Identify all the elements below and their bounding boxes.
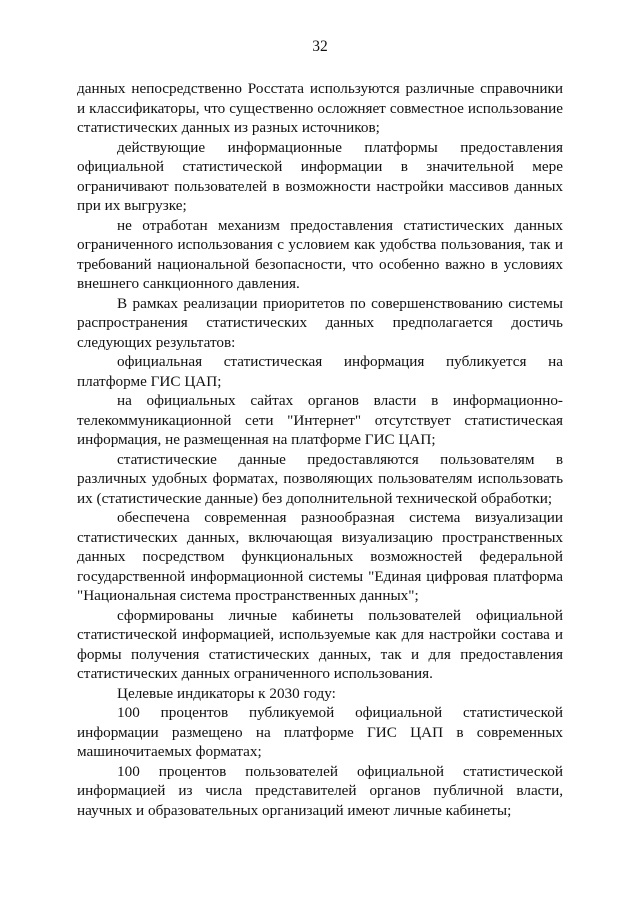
paragraph: официальная статистическая информация публикуется на платформе ГИС ЦАП;: [77, 353, 563, 390]
paragraph: Целевые индикаторы к 2030 году:: [117, 684, 336, 702]
paragraph: данных непосредственно Росстата используются различные справочники и классификаторы, что существенно осложняет совместное использование статистических данных из разных источников;: [77, 80, 563, 136]
paragraph: на официальных сайтах органов власти в информационно-телекоммуникационной сети "Интернет" отсутствует статистическая информация, не размещенная на платформе ГИС ЦАП;: [77, 392, 563, 448]
paragraph: действующие информационные платформы предоставления официальной статистической информации в значительной мере ограничивают пользователей в возможности настройки массивов данных при их выгрузке;: [77, 138, 563, 214]
paragraph: обеспечена современная разнообразная система визуализации статистических данных, включающая визуализацию пространственных данных посредством функциональных возможностей федеральной государственной информационной системы "Единая цифровая платформа "Национальная система пространственных данных";: [77, 509, 563, 604]
page-number: 32: [312, 38, 328, 55]
paragraph: 100 процентов публикуемой официальной статистической информации размещено на платформе ГИС ЦАП в современных машиночитаемых форматах;: [77, 704, 563, 760]
paragraph: не отработан механизм предоставления статистических данных ограниченного использования с условием как удобства пользования, так и требований национальной безопасности, что особенно важно в условиях внешнего санкционного давления.: [77, 216, 563, 292]
paragraph: 100 процентов пользователей официальной статистической информацией из числа представителей органов публичной власти, научных и образовательных организаций имеют личные кабинеты;: [77, 762, 563, 819]
body-text: [77, 79, 563, 820]
paragraph: сформированы личные кабинеты пользователей официальной статистической информацией, используемые как для настройки состава и формы получения статистических данных, так и для предоставления статистических данных ограниченного использования.: [77, 606, 563, 682]
paragraph: статистические данные предоставляются пользователям в различных удобных форматах, позволяющих пользователям использовать их (статистические данные) без дополнительной технической обработки;: [77, 450, 563, 507]
paragraph: В рамках реализации приоритетов по совершенствованию системы распространения статистических данных предполагается достичь следующих результатов:: [77, 294, 563, 351]
